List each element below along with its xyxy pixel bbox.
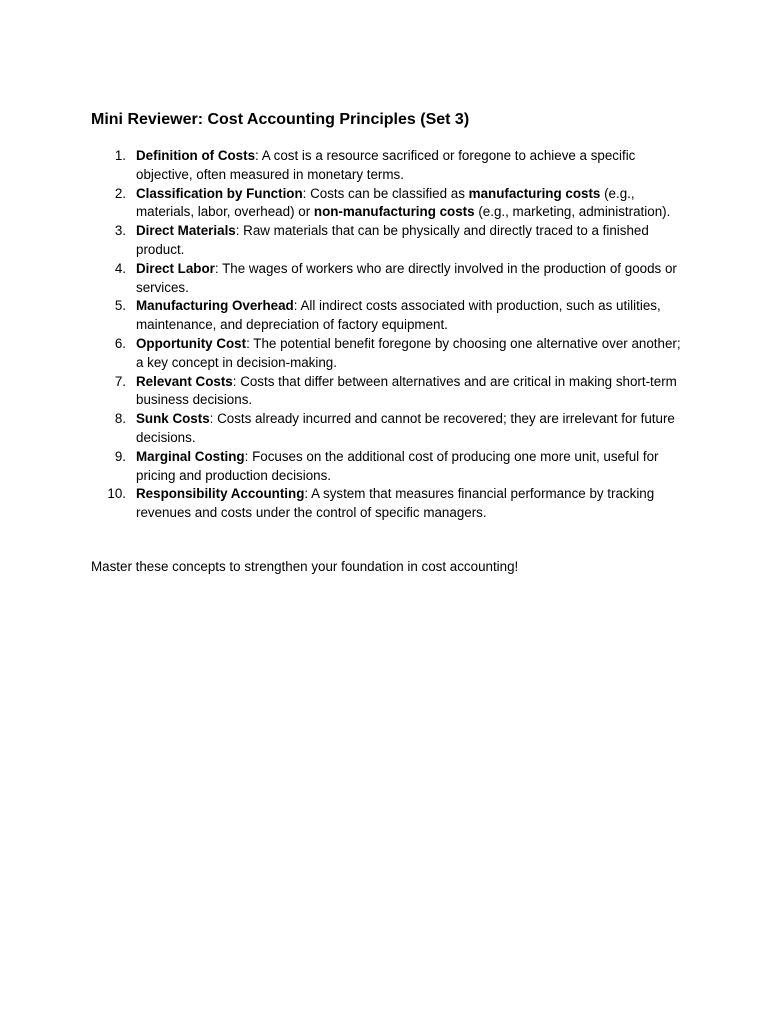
item-term: Manufacturing Overhead: [136, 298, 294, 314]
item-term: Direct Labor: [136, 260, 215, 276]
list-item: [91, 222, 691, 260]
item-term: Responsibility Accounting: [136, 486, 305, 502]
item-description: : The potential benefit foregone by choosing one alternative over another; a key concept in decision-making.: [136, 335, 681, 370]
item-term: Relevant Costs: [136, 373, 233, 389]
item-description: : A system that measures financial performance by tracking revenues and costs under the control of specific managers.: [136, 486, 655, 521]
list-item: [91, 485, 691, 523]
item-number: 6.: [114, 335, 126, 351]
document-title: Mini Reviewer: Cost Accounting Principles (Set 3): [91, 111, 470, 128]
item-emphasis: manufacturing costs: [468, 185, 601, 201]
item-description: : Costs can be classified as: [302, 185, 469, 201]
item-number: 3.: [114, 223, 126, 239]
principles-list: [91, 147, 691, 523]
list-item: [91, 335, 691, 373]
item-description: : Costs that differ between alternatives and are critical in making short-term business decisions.: [136, 373, 677, 408]
item-description: : A cost is a resource sacrificed or foregone to achieve a specific objective, often measured in monetary terms.: [136, 148, 636, 182]
item-description: : Costs already incurred and cannot be recovered; they are irrelevant for future decisions.: [136, 411, 675, 445]
list-item: [91, 297, 691, 335]
item-term: Direct Materials: [136, 223, 236, 239]
list-item: [91, 373, 691, 411]
item-description: : All indirect costs associated with production, such as utilities, maintenance, and depreciation of factory equipment.: [136, 298, 661, 333]
item-number: 9.: [114, 448, 126, 464]
item-number: 2.: [114, 185, 126, 201]
list-item: [91, 185, 691, 223]
item-emphasis: non-manufacturing costs: [313, 204, 475, 220]
item-number: 1.: [114, 148, 126, 163]
item-description: (e.g., materials, labor, overhead) or: [136, 185, 635, 220]
item-number: 8.: [114, 411, 126, 427]
item-term: Sunk Costs: [136, 411, 210, 427]
list-item: [91, 448, 691, 486]
item-term: Marginal Costing: [136, 448, 245, 464]
item-description: : Raw materials that can be physically and directly traced to a finished product.: [136, 223, 649, 257]
item-description: : Focuses on the additional cost of producing one more unit, useful for pricing and production decisions.: [136, 448, 659, 483]
item-number: 5.: [114, 298, 126, 314]
item-description: (e.g., marketing, administration).: [474, 204, 671, 220]
item-term: Definition of Costs: [136, 148, 256, 163]
item-number: 4.: [114, 260, 126, 276]
item-number: 10.: [107, 486, 126, 502]
closing-statement: Master these concepts to strengthen your foundation in cost accounting!: [91, 559, 519, 574]
item-term: Classification by Function: [136, 185, 303, 201]
list-item: [91, 260, 691, 298]
item-number: 7.: [114, 373, 126, 389]
list-item: [91, 410, 691, 448]
list-item: [91, 147, 691, 185]
item-description: : The wages of workers who are directly involved in the production of goods or services.: [136, 260, 677, 295]
item-term: Opportunity Cost: [136, 335, 247, 351]
